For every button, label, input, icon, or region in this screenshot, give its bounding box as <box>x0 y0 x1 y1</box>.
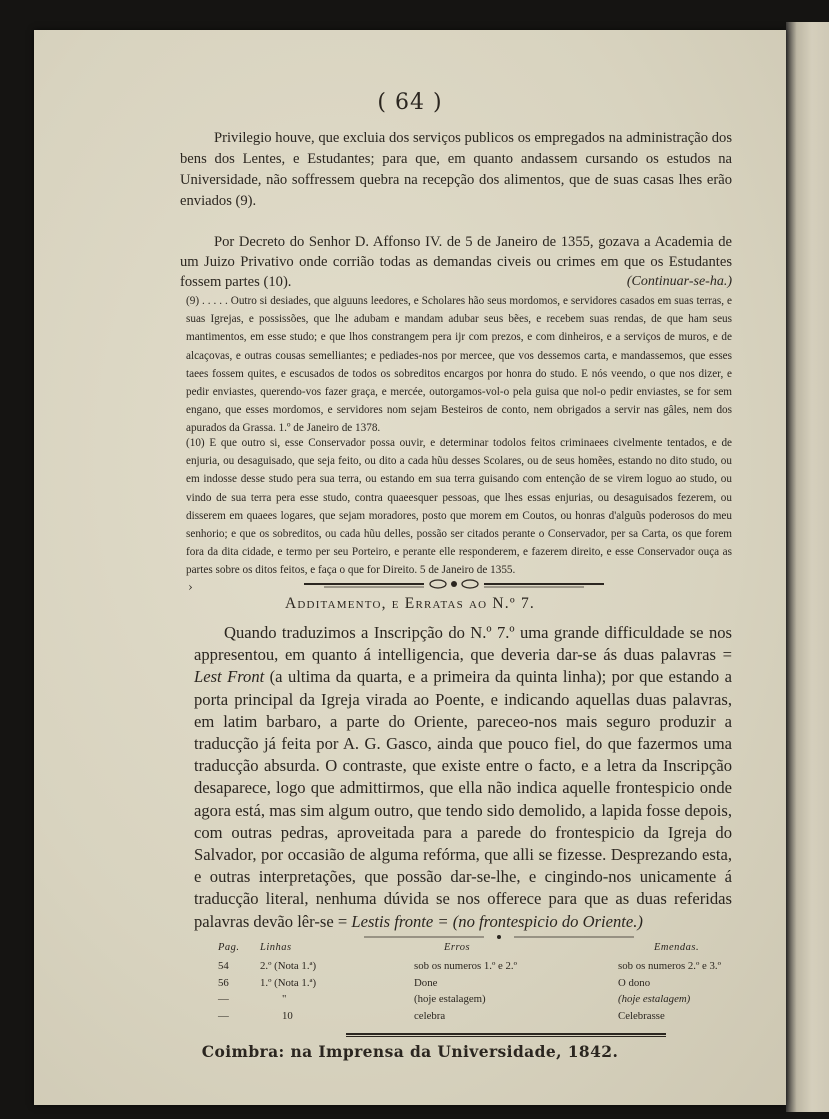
errata-cell: Done <box>414 976 438 989</box>
ornamental-rule <box>304 578 604 590</box>
imprint-rule <box>346 1033 666 1037</box>
errata-header-erros: Erros <box>444 942 471 953</box>
errata-cell: Celebrasse <box>618 1009 665 1022</box>
errata-col-linhas <box>260 942 360 1024</box>
errata-cell: — <box>218 993 229 1005</box>
additamento-text <box>194 622 732 933</box>
errata-cell: 56 <box>218 976 229 989</box>
section-heading: Additamento, e Erratas ao N.º 7. <box>285 595 535 612</box>
footnote-9: (9) . . . . . Outro si desiades, que alguuns leedores, e Scholares hão seus mordomos, e servidores casados em suas terras, e suas Igrejas, e possissões, que lhe adubam e mandam adubar seus bẽes, e recebem suas rendas, de que ham seus mantimentos, em esse studo; e que lhos constrangem pera ijr com prezos, e com dinheiros, e a serviços de muros, e de alcaçovas, e outras cousas semelliantes; e pediades-nos por mercee, que vos dessemos carta, e mandassemos, que esses taees fossem quites, e escusados de todos os sobreditos encargos por honra do studo. E nós veendo, o que nos dizer, e pedir enviastes, querendo-vos fazer graça, e mercée, outorgamos-vol-o pela guisa que nol-o pedir enviastes, se for sem engano, que esses mordomos, e servidores nom sejam Besteiros de conto, nem obrigados a servir nas gâles, nem dos apurados da Grassa. 1.º de Janeiro de 1378. <box>186 295 732 435</box>
errata-header-pag: Pag. <box>218 942 240 953</box>
errata-cell: sob os numeros 2.º e 3.º <box>618 960 721 972</box>
errata-table <box>218 942 738 1024</box>
additamento-text-b: (a ultima da quarta, e a primeira da quinta linha); por que estando a porta principal da Igreja virada ao Poente, e indicando aquellas duas palavras, em latim barbaro, a parte do Oriente, pareceo-nos mais seguro produzir a traducção já feita por A. G. Gasco, ainda que pouco fiel, do que fazermos uma traducção absurda. O contraste, que existe entre o facto, e a letra da Inscripção desaparece, logo que admittirmos, que ella não indica aquelle frontespicio onde agora está, mas sim algum outro, que tendo sido demolido, a lapida fosse depois, com outras pedras, aproveitada para a parede do frontespicio da Igreja do Salvador, por occasião de alguma refórma, que alli se fizesse. Desprezando esta, e outras interpretações, que possão dar-se-lhe, e cingindo-nos unicamente á traducção literal, nenhuma dúvida se nos offerece para que as duas referidas palavras devão lêr-se = <box>194 667 732 931</box>
additamento-italic-b: Lestis fronte = (no frontespicio do Oriente.) <box>351 911 643 931</box>
errata-rule <box>364 933 634 941</box>
additamento-text-a: Quando traduzimos a Inscripção do N.º 7.º uma grande difficuldade se nos appresentou, em quanto á intelligencia, que deveria dar-se ás duas palavras = <box>194 623 732 665</box>
paragraph-privilegio: Privilegio houve, que excluia dos serviços publicos os empregados na administração dos bens dos Lentes, e Estudantes; para que, em quanto andassem cursando os estudos na Universidade, não soffressem quebra na recepção dos alimentos, que de suas casas lhes erão enviados (9). <box>180 130 732 209</box>
document-page <box>34 30 786 1105</box>
errata-cell: celebra <box>414 1009 446 1022</box>
continuation-note: (Continuar-se-ha.) <box>626 274 732 289</box>
imprint-line: Coimbra: na Imprensa da Universidade, 1842. <box>201 1042 619 1061</box>
errata-col-pag <box>218 942 248 1024</box>
errata-cell: — <box>218 1009 229 1022</box>
errata-cell: 54 <box>218 960 229 972</box>
additamento-italic-a: Lest Front <box>194 667 265 687</box>
errata-col-erros <box>414 942 604 1024</box>
footnote-10: (10) E que outro si, esse Conservador possa ouvir, e determinar todolos feitos criminaees civelmente tentados, e de enjuria, ou desaguisado, que seja feito, ou dito a cada hũu desses Scolares, ou de seus homẽes, estando no dito studo, ou em indosse desse studo pera sua terra, ou estando em sua terra guisando com entenção de se virem loguo ao studo, ou vindo de sua terra pera esse studo, contra quaeesquer pessoas, que lhes essas enjurias, ou desaguisados fezerem, ou disserem em quaees logares, que sejam moradores, posto que morem em Coutos, ou honras d'alguũs poderosos do meu senhorio; e que os sobreditos, ou cada hũu delles, possão ser citados perante o Conservador, per sa Carta, os que forem fora da dita cidade, e termo per seu Porteiro, e perante elle responderem, e fazerem direito, e esse Conservador ouça as partes sobre os ditos feitos, e faça o que for Direito. 5 de Janeiro de 1355. <box>186 437 732 577</box>
page-number: ( 64 ) <box>377 90 443 115</box>
errata-cell: (hoje estalagem) <box>618 993 691 1005</box>
paragraph-decreto <box>180 232 732 292</box>
errata-cell: 2.º (Nota 1.ª) <box>260 960 317 972</box>
errata-col-emendas <box>618 942 748 1024</box>
errata-header-linhas: Linhas <box>260 942 292 953</box>
errata-cell: (hoje estalagem) <box>414 993 486 1005</box>
margin-mark: › <box>188 580 193 594</box>
errata-cell: sob os numeros 1.º e 2.º <box>414 960 517 972</box>
errata-header-emendas: Emendas. <box>654 942 700 953</box>
errata-cell: 1.º (Nota 1.ª) <box>260 976 317 989</box>
paragraph-decreto-text: Por Decreto do Senhor D. Affonso IV. de 5 de Janeiro de 1355, gozava a Academia de um Juizo Privativo onde corrião todas as demandas civeis ou crimes em que os Estudantes fossem partes (10). <box>180 234 732 290</box>
errata-cell: " <box>282 993 287 1005</box>
errata-cell: 10 <box>282 1009 293 1022</box>
adjacent-page-bleed <box>792 120 829 1020</box>
errata-cell: O dono <box>618 976 651 989</box>
